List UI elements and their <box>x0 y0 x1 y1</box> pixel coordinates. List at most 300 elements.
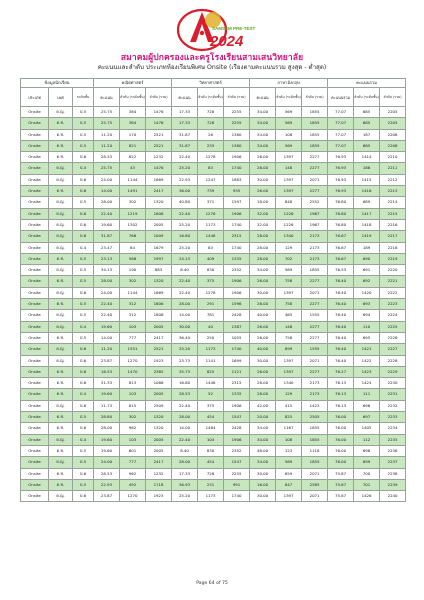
table-row <box>21 107 406 118</box>
table-cell: 76.27 <box>328 366 354 377</box>
table-cell: 28.00 <box>94 423 120 434</box>
table-cell: 2210 <box>380 152 406 163</box>
table-cell: 76.93 <box>328 163 354 174</box>
table-cell: 22.40 <box>94 310 120 321</box>
table-cell: 34.00 <box>250 265 276 276</box>
table-row <box>21 491 406 502</box>
table-cell: 728 <box>198 468 224 479</box>
column-header: ลำดับ (ระดับชั้น) <box>198 88 224 107</box>
table-cell: 2277 <box>302 186 328 197</box>
table-cell: 1278 <box>198 152 224 163</box>
table-cell: 1470 <box>120 366 146 377</box>
table-cell: 1421 <box>354 344 380 355</box>
table-cell: 17.33 <box>172 118 198 129</box>
table-cell: ด.ช. <box>49 468 73 479</box>
table-cell: 2005 <box>146 445 172 456</box>
table-cell: 1055 <box>224 332 250 343</box>
table-cell: 1320 <box>146 412 172 423</box>
table-cell: 685 <box>354 118 380 129</box>
table-cell: ด.ช. <box>49 299 73 310</box>
table-cell: 2236 <box>380 445 406 456</box>
table-cell: 11.20 <box>94 129 120 140</box>
table-cell: 2277 <box>302 299 328 310</box>
table-cell: 1397 <box>276 355 302 366</box>
table-cell: Onsite <box>21 491 49 502</box>
table-cell: 813 <box>120 378 146 389</box>
group-header: คณิตศาสตร์ <box>94 79 172 88</box>
table-cell: 2417 <box>146 332 172 343</box>
table-cell: ด.ญ. <box>49 197 73 208</box>
table-cell: 110 <box>354 321 380 332</box>
table-cell: Onsite <box>21 208 49 219</box>
table-cell: Onsite <box>21 468 49 479</box>
table-cell: 76.80 <box>328 208 354 219</box>
table-cell: 2255 <box>224 468 250 479</box>
table-cell: 1397 <box>276 366 302 377</box>
table-cell: 188 <box>354 163 380 174</box>
table-cell: ด.ช. <box>49 186 73 197</box>
table-cell: 1906 <box>224 287 250 298</box>
score-table <box>20 78 406 502</box>
table-cell: ด.ญ. <box>49 208 73 219</box>
table-cell: 40 <box>198 321 224 332</box>
logo-banner: SAMSEM PRE-TEST <box>212 26 256 31</box>
table-cell: 31.87 <box>172 129 198 140</box>
table-row <box>21 299 406 310</box>
table-cell: 847 <box>276 479 302 490</box>
table-cell: 83 <box>198 163 224 174</box>
table-cell: 129 <box>276 389 302 400</box>
table-cell: 2215 <box>380 208 406 219</box>
table-cell: 1144 <box>120 174 146 185</box>
table-cell: 233 <box>198 140 224 151</box>
table-cell: 691 <box>354 265 380 276</box>
table-cell: 2208 <box>380 140 406 151</box>
table-cell: 2211 <box>380 163 406 174</box>
table-cell: 2221 <box>380 276 406 287</box>
table-cell: 848 <box>276 197 302 208</box>
table-cell: 52 <box>198 389 224 400</box>
table-cell: 19.60 <box>94 434 120 445</box>
table-cell: ป.6 <box>73 366 94 377</box>
table-cell: 384 <box>120 107 146 118</box>
table-cell: 23.47 <box>94 242 120 253</box>
table-cell: 815 <box>120 400 146 411</box>
table-cell: 1906 <box>224 400 250 411</box>
table-cell: 569 <box>276 140 302 151</box>
table-cell: 76.67 <box>328 231 354 242</box>
column-header: คะแนน <box>172 88 198 107</box>
table-cell: 2005 <box>146 219 172 230</box>
table-cell: 569 <box>276 457 302 468</box>
table-cell: 1596 <box>224 299 250 310</box>
table-cell: 601 <box>120 445 146 456</box>
group-header: คะแนนรวม <box>328 79 406 88</box>
table-cell: 26.00 <box>250 321 276 332</box>
table-cell: 2173 <box>302 389 328 400</box>
table-cell: 1320 <box>146 276 172 287</box>
table-cell: 1419 <box>354 231 380 242</box>
table-cell: 28.80 <box>94 412 120 423</box>
table-cell: 108 <box>276 434 302 445</box>
table-cell: 1555 <box>302 344 328 355</box>
table-cell: 28.53 <box>94 468 120 479</box>
table-cell: 23.13 <box>94 253 120 264</box>
table-cell: Onsite <box>21 389 49 400</box>
table-cell: 1380 <box>224 140 250 151</box>
logo-year: 2024 <box>210 33 244 50</box>
table-cell: 64 <box>120 242 146 253</box>
table-cell: 76.13 <box>328 378 354 389</box>
table-cell: 1278 <box>198 287 224 298</box>
table-cell: 1906 <box>224 434 250 445</box>
table-cell: ด.ช. <box>49 423 73 434</box>
table-cell: 30.00 <box>250 174 276 185</box>
table-cell: 2315 <box>224 378 250 389</box>
table-cell: 1141 <box>198 355 224 366</box>
table-cell: 28.00 <box>250 378 276 389</box>
table-cell: 1226 <box>276 219 302 230</box>
table-cell: ป.6 <box>73 355 94 366</box>
table-cell: 492 <box>120 479 146 490</box>
table-cell: 1476 <box>146 118 172 129</box>
table-cell: 32.00 <box>250 219 276 230</box>
table-cell: 2005 <box>146 434 172 445</box>
table-cell: ป.4 <box>73 434 94 445</box>
table-cell: 104 <box>198 434 224 445</box>
table-cell: 34.00 <box>250 423 276 434</box>
table-cell: 16.53 <box>94 366 120 377</box>
table-cell: Onsite <box>21 287 49 298</box>
column-header: ลำดับ (รวม) <box>224 88 250 107</box>
table-cell: 1009 <box>146 231 172 242</box>
table-cell: ด.ญ. <box>49 265 73 276</box>
samsem-pretest-2024-logo <box>168 6 258 52</box>
table-cell: 728 <box>198 118 224 129</box>
table-cell: 371 <box>198 197 224 208</box>
table-cell: 2385 <box>146 366 172 377</box>
table-cell: 375 <box>198 276 224 287</box>
table-cell: 2277 <box>302 163 328 174</box>
table-cell: ด.ช. <box>49 445 73 456</box>
table-cell: ด.ญ. <box>49 400 73 411</box>
table-cell: 777 <box>120 332 146 343</box>
table-cell: ป.6 <box>73 231 94 242</box>
table-cell: 694 <box>354 310 380 321</box>
table-cell: 685 <box>354 107 380 118</box>
table-cell: 1167 <box>276 423 302 434</box>
table-cell: 1226 <box>276 208 302 219</box>
column-header-row <box>21 88 406 107</box>
table-cell: ด.ช. <box>49 332 73 343</box>
table-cell: 1397 <box>276 491 302 502</box>
table-cell: Onsite <box>21 253 49 264</box>
table-cell: 22.40 <box>94 299 120 310</box>
table-cell: Onsite <box>21 174 49 185</box>
table-cell: 2505 <box>302 412 328 423</box>
table-cell: 899 <box>276 344 302 355</box>
table-cell: 23.87 <box>94 491 120 502</box>
table-cell: 1476 <box>146 163 172 174</box>
table-cell: 103 <box>120 434 146 445</box>
table-cell: 2417 <box>146 457 172 468</box>
table-cell: 2224 <box>380 310 406 321</box>
table-cell: 1967 <box>302 208 328 219</box>
table-cell: 1555 <box>302 310 328 321</box>
table-cell: 26.00 <box>250 299 276 310</box>
table-cell: ด.ช. <box>49 118 73 129</box>
column-header: คะแนน <box>94 88 120 107</box>
table-cell: 30.00 <box>172 321 198 332</box>
table-cell: 28.00 <box>250 231 276 242</box>
table-cell: 2428 <box>224 423 250 434</box>
table-row <box>21 412 406 423</box>
table-cell: 2205 <box>380 107 406 118</box>
table-cell: 24.00 <box>94 174 120 185</box>
table-cell: 76.53 <box>328 265 354 276</box>
table-cell: 1923 <box>146 491 172 502</box>
table-cell: 2228 <box>380 355 406 366</box>
table-row <box>21 378 406 389</box>
table-cell: 2212 <box>380 174 406 185</box>
column-header: ลำดับ (รวม) <box>380 88 406 107</box>
table-cell: 75.87 <box>328 479 354 490</box>
table-cell: 569 <box>276 265 302 276</box>
table-cell: Onsite <box>21 423 49 434</box>
table-cell: 728 <box>198 107 224 118</box>
table-cell: 1397 <box>276 152 302 163</box>
table-cell: 568 <box>120 253 146 264</box>
document-title: สมาคมผู้ปกครองและครูโรงเรียนสามเสนวิทยาลัย <box>120 53 304 63</box>
table-cell: Onsite <box>21 107 49 118</box>
table-cell: 1740 <box>224 163 250 174</box>
table-cell: 22.40 <box>172 287 198 298</box>
table-cell: 766 <box>120 231 146 242</box>
table-cell: 1417 <box>354 208 380 219</box>
table-cell: ด.ช. <box>49 253 73 264</box>
table-cell: 40.80 <box>172 197 198 208</box>
table-cell: 25.20 <box>172 163 198 174</box>
table-cell: 2231 <box>380 389 406 400</box>
table-cell: 34.00 <box>250 457 276 468</box>
table-cell: 1855 <box>302 107 328 118</box>
table-cell: 2255 <box>224 118 250 129</box>
table-cell: 76.00 <box>328 412 354 423</box>
table-cell: Onsite <box>21 310 49 321</box>
table-cell: 77.07 <box>328 118 354 129</box>
table-cell: 758 <box>276 299 302 310</box>
table-cell: ด.ญ. <box>49 457 73 468</box>
table-cell: Onsite <box>21 265 49 276</box>
table-cell: 42.00 <box>250 400 276 411</box>
table-cell: 30.00 <box>250 287 276 298</box>
table-row <box>21 265 406 276</box>
table-row <box>21 208 406 219</box>
table-cell: 830 <box>198 445 224 456</box>
table-cell: 2509 <box>146 400 172 411</box>
table-cell: 302 <box>120 412 146 423</box>
group-header: วิทยาศาสตร์ <box>172 79 250 88</box>
table-cell: 40.00 <box>250 310 276 321</box>
table-cell: 2071 <box>302 468 328 479</box>
table-cell: 22.93 <box>172 174 198 185</box>
table-cell: 1997 <box>146 253 172 264</box>
table-cell: 1118 <box>302 445 328 456</box>
table-cell: 1718 <box>146 479 172 490</box>
table-row <box>21 242 406 253</box>
table-cell: Onsite <box>21 457 49 468</box>
table-cell: 112 <box>354 434 380 445</box>
table-cell: 1335 <box>224 253 250 264</box>
table-cell: ด.ช. <box>49 366 73 377</box>
table-row <box>21 310 406 321</box>
table-cell: 2218 <box>380 242 406 253</box>
table-cell: 22.93 <box>94 479 120 490</box>
table-cell: ด.ญ. <box>49 434 73 445</box>
table-cell: 2222 <box>380 287 406 298</box>
table-cell: 825 <box>198 366 224 377</box>
table-cell: 76.00 <box>328 445 354 456</box>
table-cell: Onsite <box>21 378 49 389</box>
table-cell: 22.40 <box>172 152 198 163</box>
table-cell: 1855 <box>302 118 328 129</box>
table-cell: 26.00 <box>250 186 276 197</box>
table-cell: 187 <box>354 129 380 140</box>
table-cell: ด.ช. <box>49 152 73 163</box>
table-cell: 14.00 <box>172 310 198 321</box>
table-cell: ด.ญ. <box>49 344 73 355</box>
table-cell: 2071 <box>302 287 328 298</box>
table-cell: Onsite <box>21 344 49 355</box>
table-cell: 1855 <box>302 265 328 276</box>
table-cell: 22.40 <box>94 208 120 219</box>
table-cell: 24.13 <box>172 253 198 264</box>
table-cell: 76.67 <box>328 253 354 264</box>
table-cell: 1855 <box>302 434 328 445</box>
table-cell: 76.40 <box>328 332 354 343</box>
table-cell: ด.ช. <box>49 276 73 287</box>
table-cell: ด.ญ. <box>49 163 73 174</box>
table-cell: 43 <box>120 163 146 174</box>
table-row <box>21 219 406 230</box>
table-cell: ป.5 <box>73 479 94 490</box>
table-cell: ป.6 <box>73 378 94 389</box>
table-cell: 77.07 <box>328 129 354 140</box>
table-cell: 302 <box>120 197 146 208</box>
table-cell: 2173 <box>302 378 328 389</box>
table-row <box>21 129 406 140</box>
table-cell: 1740 <box>224 344 250 355</box>
table-row <box>21 355 406 366</box>
table-cell: 1923 <box>146 355 172 366</box>
table-cell: 1699 <box>224 355 250 366</box>
table-cell: 36.40 <box>172 332 198 343</box>
table-cell: 36.00 <box>172 186 198 197</box>
table-cell: 11.73 <box>94 400 120 411</box>
table-cell: 1967 <box>302 219 328 230</box>
table-row <box>21 332 406 343</box>
table-cell: 1380 <box>224 129 250 140</box>
table-cell: Onsite <box>21 355 49 366</box>
column-header: ลำดับ (ระดับชั้น) <box>120 88 146 107</box>
table-row <box>21 276 406 287</box>
table-cell: 991 <box>224 479 250 490</box>
document-subtitle: คะแนนและลำดับ ประเภทห้องเรียนพิเศษ Onsite (เรียงตามคะแนนรวม สูงสุด - ต่ำสุด) <box>97 64 327 71</box>
table-cell: 19.60 <box>94 389 120 400</box>
table-row <box>21 445 406 456</box>
table-cell: 2237 <box>380 457 406 468</box>
table-cell: 83 <box>198 242 224 253</box>
table-cell: 302 <box>120 276 146 287</box>
table-cell: 1883 <box>224 174 250 185</box>
table-cell: 2225 <box>380 321 406 332</box>
table-cell: 25.20 <box>172 491 198 502</box>
table-cell: 1669 <box>146 174 172 185</box>
table-cell: ป.5 <box>73 118 94 129</box>
table-cell: ด.ญ. <box>49 219 73 230</box>
table-cell: 1806 <box>146 310 172 321</box>
table-cell: ป.6 <box>73 423 94 434</box>
table-cell: 2229 <box>380 366 406 377</box>
table-cell: 1418 <box>354 219 380 230</box>
table-cell: 822 <box>120 152 146 163</box>
table-cell: 76.13 <box>328 400 354 411</box>
table-cell: 76.13 <box>328 389 354 400</box>
table-cell: 1335 <box>224 389 250 400</box>
table-cell: 34.00 <box>250 107 276 118</box>
table-cell: 2255 <box>224 107 250 118</box>
table-cell: ป.5 <box>73 299 94 310</box>
table-cell: 24.00 <box>94 457 120 468</box>
table-cell: 1397 <box>276 287 302 298</box>
table-cell: 685 <box>354 140 380 151</box>
table-cell: 190 <box>120 265 146 276</box>
table-cell: 1740 <box>224 242 250 253</box>
table-cell: 14.00 <box>94 332 120 343</box>
table-cell: 31.33 <box>94 378 120 389</box>
table-cell: 103 <box>120 321 146 332</box>
table-cell: 75.87 <box>328 468 354 479</box>
table-cell: 28.00 <box>172 457 198 468</box>
table-cell: 76.40 <box>328 344 354 355</box>
table-cell: 26.00 <box>250 163 276 174</box>
table-cell: 659 <box>276 468 302 479</box>
table-cell: ป.6 <box>73 208 94 219</box>
table-cell: Onsite <box>21 366 49 377</box>
table-cell: 28.00 <box>250 389 276 400</box>
table-cell: 30.00 <box>250 355 276 366</box>
table-cell: 454 <box>198 457 224 468</box>
table-cell: 34.00 <box>250 118 276 129</box>
table-cell: 25.20 <box>172 242 198 253</box>
table-cell: 18.00 <box>250 197 276 208</box>
table-cell: 19.60 <box>94 219 120 230</box>
table-cell: 28.00 <box>94 276 120 287</box>
table-cell: 1320 <box>146 423 172 434</box>
table-cell: 690 <box>354 253 380 264</box>
table-cell: 25.20 <box>172 219 198 230</box>
table-cell: 20.00 <box>250 412 276 423</box>
table-cell: 384 <box>120 118 146 129</box>
table-cell: 700 <box>354 468 380 479</box>
table-cell: 1855 <box>302 457 328 468</box>
table-cell: 1906 <box>224 152 250 163</box>
table-cell: 1066 <box>146 378 172 389</box>
table-cell: 31.87 <box>94 231 120 242</box>
table-cell: 2232 <box>380 400 406 411</box>
table-cell: 2227 <box>380 344 406 355</box>
table-row <box>21 344 406 355</box>
